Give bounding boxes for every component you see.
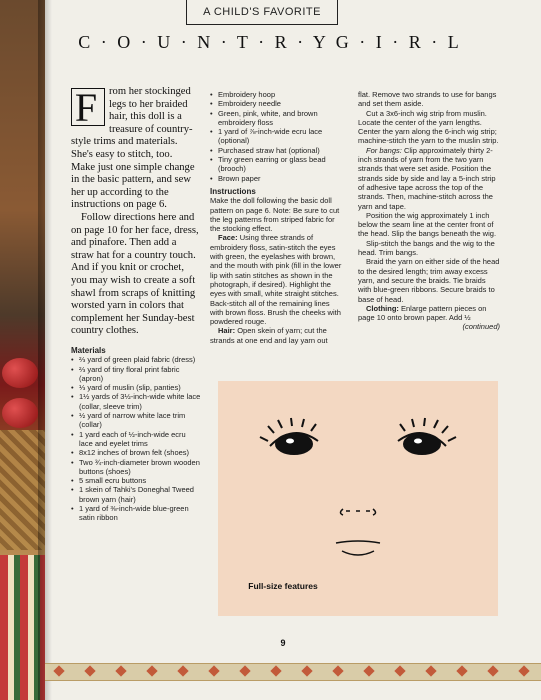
eyelash xyxy=(412,419,414,427)
materials-item: • 8x12 inches of brown felt (shoes) xyxy=(71,448,201,457)
hair-label: Hair: xyxy=(218,326,236,336)
paragraph: Cut a 3x6-inch wig strip from muslin. Locate the center of the yarn lengths. Center the yarn along the 6-inch wig strip; machine-stitch the yarn to the muslin strip. xyxy=(358,108,499,146)
column-2 xyxy=(210,90,344,345)
bangs-label: For bangs: xyxy=(366,145,402,155)
materials-item: • 1 skein of Tahki's Doneghal Tweed brown yarn (hair) xyxy=(71,485,201,504)
border-diamond xyxy=(456,665,467,676)
instructions-paragraph: Make the doll following the basic doll pattern on page 6. Note: Be sure to cut the leg patterns from striped fabric for the stocking effect. xyxy=(210,196,340,234)
border-diamond xyxy=(394,665,405,676)
border-diamond xyxy=(53,665,64,676)
left-eye-highlight xyxy=(286,439,294,444)
materials-column xyxy=(71,346,201,523)
face-label: Face: xyxy=(218,233,238,243)
materials-item: • Two ¾-inch-diameter brown wooden buttons (shoes) xyxy=(71,458,201,477)
nose xyxy=(341,509,376,515)
clothing-label: Clothing: xyxy=(366,303,399,313)
apple-image xyxy=(2,398,38,428)
drop-cap: F xyxy=(71,88,105,126)
paragraph: flat. Remove two strands to use for bangs and set them aside. xyxy=(358,90,497,109)
eyelash xyxy=(260,437,268,441)
border-diamond xyxy=(332,665,343,676)
materials-item: • 1 yard of ⅞-inch-wide ecru lace (optional) xyxy=(210,127,344,146)
column-3 xyxy=(358,90,500,332)
border-diamond xyxy=(239,665,250,676)
paragraph: Position the wig approximately 1 inch below the seam line at the center front of the head. Slip the bangs beneath the wig. xyxy=(358,210,497,239)
border-diamond xyxy=(487,665,498,676)
materials-item: • 1½ yards of 3½-inch-wide white lace (collar, sleeve trim) xyxy=(71,392,201,411)
border-diamond xyxy=(208,665,219,676)
intro-paragraph-2: Follow directions here and on page 10 for her face, dress, and pinafore. Then add a straw hat for a country touch. And if you knit or crochet, you may wish to create a soft shawl from scraps of knitting worsted yarn in colors that complement her Sunday-best country clothes. xyxy=(71,211,199,337)
materials-item: • Embroidery hoop xyxy=(210,90,344,99)
eyelash xyxy=(291,418,292,426)
border-diamond xyxy=(177,665,188,676)
mouth xyxy=(336,541,380,555)
border-diamond xyxy=(518,665,529,676)
materials-item: • 1 yard each of ½-inch-wide ecru lace and eyelet trims xyxy=(71,430,201,449)
hair-text: Open skein of yarn; cut the strands at one end and lay yarn out xyxy=(210,326,328,345)
materials-item: • Tiny green earring or glass bead (brooch) xyxy=(210,155,344,174)
intro-text xyxy=(71,86,199,338)
materials-list-continued xyxy=(210,90,344,183)
materials-item: • ⅔ yard of tiny floral print fabric (apron) xyxy=(71,365,201,384)
materials-item: • Green, pink, white, and brown embroidery floss xyxy=(210,109,344,128)
book-gutter xyxy=(38,0,52,700)
border-diamond xyxy=(301,665,312,676)
materials-item: • Purchased straw hat (optional) xyxy=(210,146,344,155)
right-eye-highlight xyxy=(414,439,422,444)
materials-item: • Brown paper xyxy=(210,174,344,183)
eyelash xyxy=(268,426,274,433)
intro-paragraph-1: rom her stockinged legs to her braided hair, this doll is a treasure of country-style trims and materials. She's easy to stitch, too. Make just one simple change in the basic pattern, and sew her up according to the instructions on page 6. xyxy=(71,86,195,211)
materials-item: • 1 yard of ⅜-inch-wide blue-green satin ribbon xyxy=(71,504,201,523)
face-text: Using three strands of embroidery floss, satin-stitch the eyes with green, the eyelashes with brown, and the mouth with pink (fill in the lower lip with satin stitches as shown in the photograph, if desired). Highlight the eyes with small, white straight stitches. Back-stitch all of the remaining lines with brown floss. Brush the cheeks with powdered rouge. xyxy=(210,233,342,327)
border-diamond xyxy=(363,665,374,676)
clothing-text: Enlarge pattern pieces on page 10 onto brown paper. Add ½ xyxy=(358,303,487,323)
eyelash xyxy=(442,426,448,433)
eyelash xyxy=(434,420,438,428)
eyelash xyxy=(400,424,405,431)
paragraph: Braid the yarn on either side of the head to the desired length; trim away excess yarn, and secure the braids. Tie braids with blue-green ribbons. Secure braids to base of head. xyxy=(358,257,500,304)
materials-item: • ⅔ yard of green plaid fabric (dress) xyxy=(71,355,201,364)
apple-image xyxy=(2,358,38,388)
eyelash xyxy=(278,420,282,428)
materials-item: • ½ yard of narrow white lace trim (collar) xyxy=(71,411,201,430)
decorative-border xyxy=(45,663,541,681)
materials-item: • Embroidery needle xyxy=(210,99,344,108)
materials-item: • 5 small ecru buttons xyxy=(71,476,201,485)
border-diamond xyxy=(84,665,95,676)
right-eye xyxy=(398,418,456,454)
page-number: 9 xyxy=(280,638,286,648)
border-diamond xyxy=(146,665,157,676)
border-diamond xyxy=(115,665,126,676)
instructions-heading: Instructions xyxy=(210,186,256,196)
border-diamond xyxy=(425,665,436,676)
paragraph: Slip-stitch the bangs and the wig to the head. Trim bangs. xyxy=(358,238,495,258)
right-iris xyxy=(404,434,440,454)
bangs-text: Clip approximately thirty 2-inch strands of yarn from the two yarn strands that were set aside. Position the strands side by side and lay a 5-inch strip of adhesive tape across the top of the strands. Then, machine-stitch across the yarn and tape. xyxy=(358,145,496,211)
eyelash xyxy=(448,437,456,441)
left-iris xyxy=(276,434,312,454)
border-diamond xyxy=(270,665,281,676)
page-title: C · O · U · N · T · R · Y G · I · R · L xyxy=(78,32,462,52)
materials-list xyxy=(71,355,201,522)
eyelash xyxy=(311,424,316,431)
left-eye xyxy=(260,418,318,454)
section-header: A CHILD'S FAVORITE xyxy=(186,0,338,25)
materials-heading: Materials xyxy=(71,346,106,355)
continued-note: (continued) xyxy=(462,322,500,332)
figure-caption: Full-size features xyxy=(248,581,318,591)
materials-item: • ⅓ yard of muslin (slip, panties) xyxy=(71,383,201,392)
eyelash xyxy=(302,419,304,427)
eyelash xyxy=(424,418,425,426)
